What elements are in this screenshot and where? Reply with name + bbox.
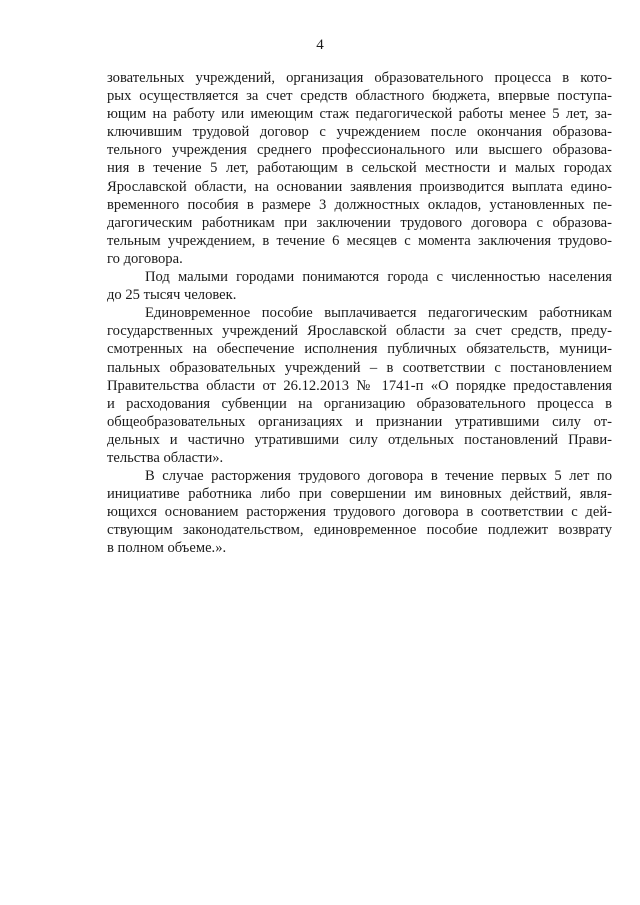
text-line: временного пособия в размере 3 должностных окладов, установленных пе- — [107, 196, 612, 213]
text-line: ния в течение 5 лет, работающим в сельской местности и малых городах — [107, 160, 612, 177]
text-line: ющихся основанием расторжения трудового договора в соответствии с дей- — [107, 504, 612, 521]
text-line: пальных образовательных учреждений – в соответствии с постановлением — [107, 359, 612, 376]
text-line: в полном объеме.». — [107, 540, 227, 557]
text-line: ключившим трудовой договор с учреждением после окончания образова- — [107, 124, 612, 141]
text-line: В случае расторжения трудового договора в течение первых 5 лет по — [145, 468, 612, 485]
text-line: ствующим законодательством, единовременное пособие подлежит возврату — [107, 522, 612, 539]
text-line: общеобразовательных организациях и признании утратившими силу от- — [107, 413, 612, 430]
text-line: го договора. — [107, 250, 183, 267]
document-body — [107, 69, 612, 558]
text-line: тельным учреждением, в течение 6 месяцев с момента заключения трудово- — [107, 232, 612, 249]
text-line: до 25 тысяч человек. — [107, 287, 237, 304]
text-line: дельных и частично утратившими силу отдельных постановлений Прави- — [107, 431, 612, 448]
text-line: Единовременное пособие выплачивается педагогическим работникам — [145, 305, 612, 322]
text-line: тельного учреждения среднего профессионального или высшего образова- — [107, 142, 612, 159]
text-line: Под малыми городами понимаются города с численностью населения — [145, 269, 612, 286]
text-line: и расходования субвенции на организацию образовательного процесса в — [107, 395, 612, 412]
page-number: 4 — [316, 37, 324, 53]
text-line: дагогическим работникам при заключении трудового договора с образова- — [107, 214, 612, 231]
text-line: Ярославской области, на основании заявления производится выплата едино- — [107, 178, 612, 195]
text-line: смотренных на обеспечение исполнения публичных обязательств, муници- — [107, 341, 612, 358]
text-line: ющим на работу или имеющим стаж педагогической работы менее 5 лет, за- — [107, 106, 612, 123]
text-line: Правительства области от 26.12.2013 № 1741-п «О порядке предоставления — [107, 377, 612, 394]
text-line: государственных учреждений Ярославской области за счет средств, преду- — [107, 323, 612, 340]
text-line: рых осуществляется за счет средств областного бюджета, впервые поступа- — [107, 88, 612, 105]
text-line: зовательных учреждений, организация образовательного процесса в кото- — [107, 70, 612, 86]
text-line: тельства области». — [107, 449, 224, 466]
text-line: инициативе работника либо при совершении им виновных действий, явля- — [107, 486, 612, 503]
